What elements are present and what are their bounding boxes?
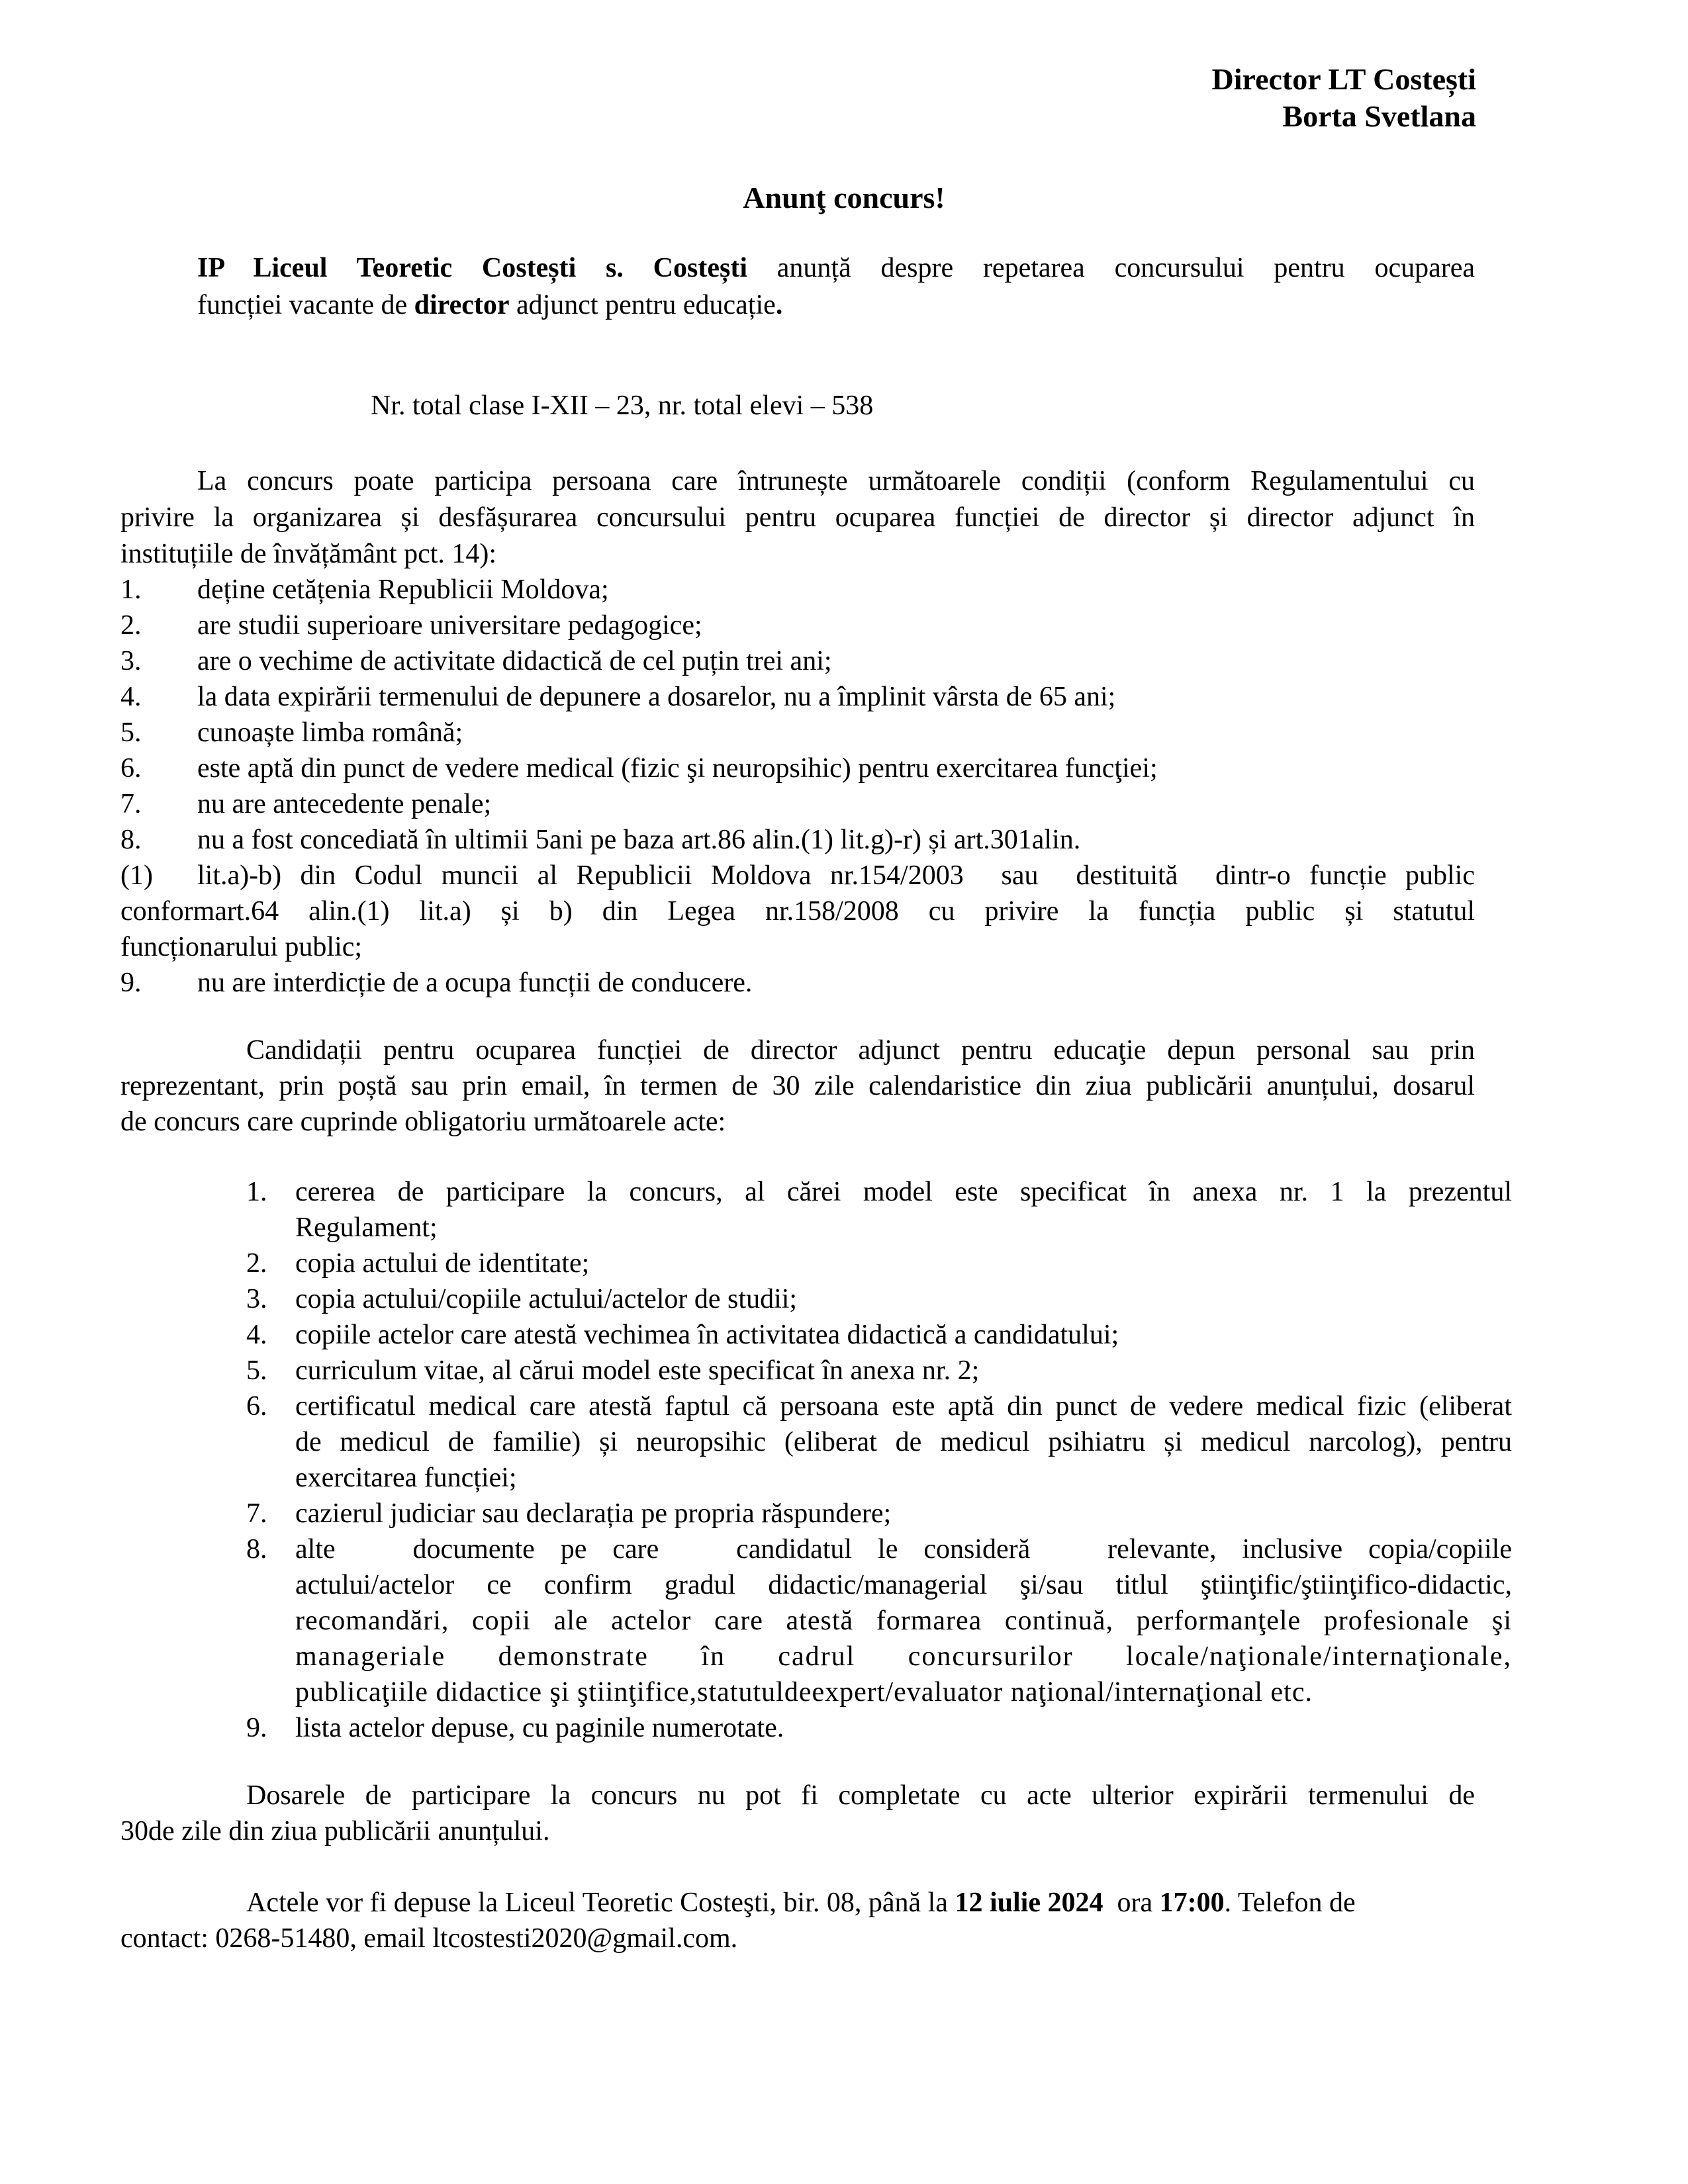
addressee-block bbox=[1212, 61, 1477, 135]
closing-line-2: 30de zile din ziua publicării anunțului. bbox=[120, 1816, 550, 1846]
list-item: lista actelor depuse, cu paginile numerotate. bbox=[295, 1713, 784, 1743]
list-item: nu a fost concediată în ultimii 5ani pe baza art.86 alin.(1) lit.g)-r) și art.301alin. bbox=[197, 825, 1081, 855]
closing-line-1: Dosarele de participare la concurs nu pot fi completate cu acte ulterior expirării termenului de bbox=[246, 1780, 1475, 1811]
document-title: Anunţ concurs! bbox=[743, 181, 945, 214]
contact-line-2: contact: 0268-51480, email ltcostesti2020@gmail.com. bbox=[120, 1923, 738, 1954]
conditions-intro-line-3: instituțiile de învățământ pct. 14): bbox=[120, 539, 497, 569]
document-page: Director LT Costești Borta Svetlana Anunţ concurs! IP Liceul Teoretic Costești s. Costești anunță despre repetarea concursului pentru ocuparea funcției vacante de director adjunct pentru educație. Nr. total clase I-XII – 23, nr. total elevi – 538 La concurs poate participa persoana care întrunește următoarele condiții (conform Regulamentului cu privire la organizarea și desfășurarea concursului pentru ocuparea funcției de director și director adjunct în instituțiile de învățământ pct. 14): 1. deține cetățenia Republicii Moldova; 2. are studii superioare universitare pedagogice; 3. are o vechime de activitate didactică de cel puțin trei ani; 4. la data expirării termenului de depunere a dosarelor, nu a împlinit vârsta de 65 ani; 5. cunoaște limba română; 6. este aptă din punct de vedere medical (fizic şi neuropsihic) pentru exercitarea funcţiei; 7. nu are antecedente penale; 8. nu a fost concediată în ultimii 5ani pe baza art.86 alin.(1) lit.g)-r) și art.301alin. (1) lit.a)-b) din Codul muncii al Republicii Moldova nr.154/2003 sau destituită dintr-o funcție public conformart.64 alin.(1) lit.a) și b) din Legea nr.158/2008 cu privire la funcția public și statutul funcționarului public; 9. nu are interdicție de a ocupa funcții de conducere. Candidații pentru ocuparea funcției de director adjunct pentru educaţie depun personal sau prin reprezentant, prin poștă sau prin email, în termen de 30 zile calendaristice din ziua publicării anunțului, dosarul de concurs care cuprinde obligatoriu următoarele acte: 1. cererea de participare la concurs, al cărei model este specificat în anexa nr. 1 la prezentul Regulament; 2. copia actului de identitate; 3. copia actului/copiile actului/actelor de studii; 4. copiile actelor care atestă vechimea în activitatea didactică a candidatului; 5. curriculum vitae, al cărui model este specificat în anexa nr. 2; 6. certificatul medical care atestă faptul că persoana este aptă din punct de vedere medical fizic (eliberat de medicul de familie) și neuropsihic (eliberat de medicul psihiatru și medicul narcolog), pentru exercitarea funcției; 7. cazierul judiciar sau declarația pe propria răspundere; 8. alte documente pe care candidatul le consideră relevante, inclusive copia/copiile actului/actelor ce confirm gradul didactic/managerial şi/sau titlul ştiinţific/ştiinţifico-didactic, recomandări, copii ale actelor care atestă formarea continuă, performanţele profesionale şi manageriale demonstrate în cadrul concursurilor locale/naţionale/internaţionale, publicaţiile didactice şi ştiinţifice,statutuldeexpert/evaluator naţional/internaţional etc. 9. lista actelor depuse, cu paginile numerotate. Dosarele de participare la concurs nu pot fi completate cu acte ulterior expirării termenului de 30de zile din ziua publicării anunțului. Actele vor fi depuse la Liceul Teoretic Costeşti, bir. 08, până la 12 iulie 2024 ora 17:00. Telefon de contact: 0268-51480, email ltcostesti2020@gmail.com. bbox=[0, 0, 1688, 2184]
list-item: deține cetățenia Republicii Moldova; bbox=[197, 574, 609, 605]
list-item: copiile actelor care atestă vechimea în activitatea didactică a candidatului; bbox=[295, 1320, 1119, 1350]
conditions-intro-line-1: La concurs poate participa persoana care întrunește următoarele condiții (conform Regulamentului cu bbox=[197, 466, 1475, 496]
addressee-name: Borta Svetlana bbox=[1282, 99, 1476, 133]
submission-intro-line-1: Candidații pentru ocuparea funcției de director adjunct pentru educaţie depun personal sau prin bbox=[246, 1035, 1475, 1066]
conditions-intro-line-2: privire la organizarea și desfășurarea concursului pentru ocuparea funcției de director și director adjunct în bbox=[120, 502, 1475, 533]
deadline-time: 17:00 bbox=[1159, 1888, 1225, 1918]
submission-intro-line-2: reprezentant, prin poștă sau prin email, în termen de 30 zile calendaristice din ziua publicării anunțului, dosarul bbox=[120, 1071, 1475, 1101]
list-item: nu are antecedente penale; bbox=[197, 789, 492, 819]
list-item: cunoaște limba română; bbox=[197, 717, 463, 748]
position-keyword: director bbox=[414, 290, 510, 320]
list-item: copia actului de identitate; bbox=[295, 1248, 590, 1279]
list-item: nu are interdicție de a ocupa funcții de conducere. bbox=[197, 968, 753, 998]
list-item: certificatul medical care atestă faptul că persoana este aptă din punct de vedere medical fizic (eliberat bbox=[295, 1391, 1512, 1422]
school-stats: Nr. total clase I-XII – 23, nr. total elevi – 538 bbox=[371, 390, 874, 421]
list-item: la data expirării termenului de depunere a dosarelor, nu a împlinit vârsta de 65 ani; bbox=[197, 682, 1116, 712]
institution-name: IP Liceul Teoretic Costești s. Costești bbox=[197, 253, 747, 283]
deadline-date: 12 iulie 2024 bbox=[955, 1888, 1103, 1918]
list-item: alte documente pe care candidatul le consideră relevante, inclusive copia/copiile bbox=[295, 1534, 1512, 1565]
list-item: are studii superioare universitare pedagogice; bbox=[197, 610, 702, 641]
list-item-continuation: conformart.64 alin.(1) lit.a) și b) din Legea nr.158/2008 cu privire la funcția public și statutul bbox=[120, 896, 1475, 927]
list-item: lit.a)-b) din Codul muncii al Republicii Moldova nr.154/2003 sau destituită dintr-o funcție public bbox=[197, 860, 1475, 891]
list-item: este aptă din punct de vedere medical (fizic şi neuropsihic) pentru exercitarea funcţiei; bbox=[197, 753, 1158, 784]
list-item: curriculum vitae, al cărui model este specificat în anexa nr. 2; bbox=[295, 1355, 980, 1386]
list-item: copia actului/copiile actului/actelor de studii; bbox=[295, 1284, 798, 1314]
list-item: are o vechime de activitate didactică de cel puțin trei ani; bbox=[197, 646, 832, 676]
addressee-title: Director LT Costești bbox=[1211, 62, 1476, 96]
list-item-continuation: funcționarului public; bbox=[120, 932, 363, 962]
list-item: cazierul judiciar sau declarația pe propria răspundere; bbox=[295, 1498, 892, 1529]
intro-line-2: funcției vacante de director adjunct pentru educație. bbox=[197, 290, 783, 320]
intro-line-1: IP Liceul Teoretic Costești s. Costești anunță despre repetarea concursului pentru ocuparea bbox=[197, 253, 1475, 283]
list-item: cererea de participare la concurs, al cărei model este specificat în anexa nr. 1 la prezentul bbox=[295, 1177, 1512, 1207]
submission-intro-line-3: de concurs care cuprinde obligatoriu următoarele acte: bbox=[120, 1107, 726, 1137]
contact-line-1: Actele vor fi depuse la Liceul Teoretic Costeşti, bir. 08, până la 12 iulie 2024 ora 17:00. Telefon de bbox=[246, 1888, 1356, 1918]
